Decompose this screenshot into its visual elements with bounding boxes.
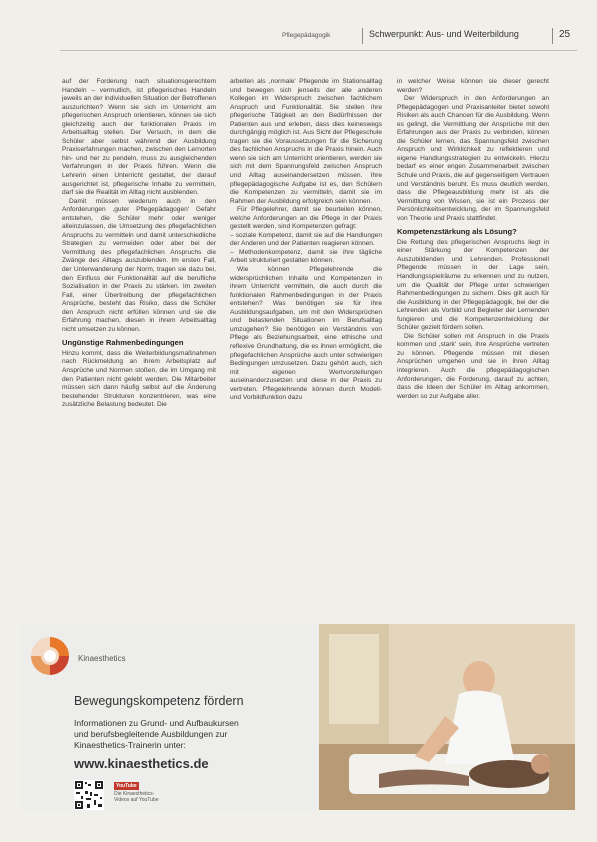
info-line: Kinaesthetics-Trainerin unter: — [74, 740, 186, 750]
header-divider-right — [552, 28, 553, 44]
header-divider — [362, 28, 363, 44]
section-heading: Ungünstige Rahmenbedingungen — [62, 338, 184, 348]
caption-line: Die Kinaesthetics- — [114, 791, 155, 797]
paragraph: in welcher Weise können sie dieser gerecht werden? — [397, 78, 549, 94]
list-item: – soziale Kompetenz, damit sie auf die Handlungen der Anderen und der Patienten reagieren können. — [230, 231, 382, 248]
ad-info — [74, 718, 314, 751]
text-column-2 — [230, 78, 382, 618]
paragraph: Der Widerspruch in den Anforderungen an Pflegepädagogen und Praxisanleiter bietet sowohl Risiken als auch Chancen für die Ausbildung. Wenn es gelingt, die Vermittlung der Ansprüche mit den Erfahrungen aus der Praxis zu verbinden, können die Schüler lernen, das Spannungsfeld zwischen Anspruch und Wirklichkeit zu reflektieren und eigene Handlungsstrategien zu entwickeln. Hierzu bedarf es einer engen Zusammenarbeit zwischen Schule und Praxis, die auf gegenseitigem Vertrauen und Verständnis beruht. Es muss deutlich werden, dass die Pflegeausbildung mehr ist als die Vermittlung von Wissen, sie ist ein Prozess der Persönlichkeitsentwicklung, der im Spannungsfeld von Theorie und Praxis stattfindet. — [397, 95, 549, 222]
paragraph: arbeiten als ,normale' Pflegende im Stationsalltag und bewegen sich jenseits der alle anderen Kollegen im Widerspruch zwischen fachlichem Anspruch und Funktionalität. Sie stellen ihre pflegerische Tätigkeit an den Bedürfnissen der Patienten aus und erleben, dass dies keineswegs durchgängig möglich ist. Aus Sicht der Pflegeschule tragen sie die Voraussetzungen für die Sicherung des fachlichen Anspruchs in die Praxis hinein. Auch wenn sie sich am Unterricht orientieren, werden sie sich mit dem Spannungsfeld zwischen Anspruch und Alltag auseinandersetzen müssen. Ihre pflegepädagogische Aufgabe ist es, den Schülern die Kompetenzen zu vermitteln, damit sie im Rahmen der Ausbildung erfolgreich sein können. — [230, 78, 382, 205]
nursing-photo — [319, 624, 575, 810]
qr-code-icon[interactable] — [74, 780, 104, 810]
paragraph: Wie können Pflegelehrende die widersprüchlichen Inhalte und Kompetenzen in ihrem Unterricht vermitteln, die auch durch die funktionalen Rahmenbedingungen in der Praxis entstehen? Was benötigen sie für ihre Ausbildungsaufgaben, um mit den Widersprüchen und belastenden Situationen im Berufsalltag umzugehen? Sie benötigen ein Verständnis von Pflege als Beziehungsarbeit, eine ethische und reflexive Grundhaltung, die es ihnen ermöglicht, die pflegefachlichen Ansprüche auch unter schwierigen Bedingungen umzusetzen. Dazu gehört auch, sich mit eigenen Wertvorstellungen auseinanderzusetzen und diese in der Praxis zu vertreten. Pflegelehrende können durch Modell- und Vorbildfunktion dazu — [230, 266, 382, 402]
section-heading: Kompetenzstärkung als Lösung? — [397, 227, 517, 237]
text-column-1 — [62, 78, 216, 618]
info-line: Informationen zu Grund- und Aufbaukursen — [74, 718, 239, 728]
caregiver-patient-illustration — [319, 624, 575, 810]
brand-name: Kinaesthetics — [78, 654, 126, 663]
section-label: Pflegepädagogik — [282, 32, 331, 39]
youtube-badge[interactable]: YouTube — [116, 783, 137, 789]
youtube-caption — [114, 791, 204, 803]
caption-line: Videos auf YouTube — [114, 797, 159, 803]
paragraph: Hinzu kommt, dass die Weiterbildungsmaßnahmen nach Rückmeldung an ihrem Arbeitsplatz auf Ansprüche und Normen stoßen, die im Umgang mit den Patienten nicht gelebt werden. Die Mitarbeiter müssen sich dann häufig selbst auf die Änderung bestehender Strukturen konzentrieren, was eine zusätzliche Belastung bedeutet. Die — [62, 349, 216, 409]
info-line: und berufsbegleitende Ausbildungen zur — [74, 729, 228, 739]
topic-title: Schwerpunkt: Aus- und Weiterbildung — [369, 29, 519, 39]
paragraph: Die Rettung des pflegerischen Anspruchs liegt in einer Stärkung der Kompetenzen der Auszubildenden und Lehrenden. Professionell Pflegende müssen in der Lage sein, Handlungsspielräume zu erkennen und zu nutzen, um die Qualität der Pflege unter schwierigen Rahmenbedingungen zu sichern. Dies gilt auch für die Ausbildung in der Pflegepädagogik, bei der die Lehrenden als Vorbild und Begleiter der Lernenden fungieren und die Kompetenzentwicklung der Schüler gezielt fördern sollen. — [397, 238, 549, 332]
advertisement[interactable] — [22, 624, 575, 810]
paragraph: Damit müssen wiederum auch in den Anforderungen ,guter Pflegepädagogen' Gefahr entstehen, die Schüler mehr oder weniger alleinzulassen, die Umsetzung des pflegefachlichen Anspruchs zu vermitteln und damit unterschiedliche Strategien zu vermeiden oder aber bei der Vermittlung des pflegefachlichen Anspruchs die Zwänge des Alltags auszublenden. Im ersten Fall, der Unterwanderung der Norm, tragen sie dazu bei, den Einfluss der Funktionalität auf die berufliche Sozialisation in der Praxis zu stärken. Im zweiten Fall, einer Übertreibung der pflegefachlichen Ansprüche, besteht das Risiko, dass die Schüler den Anspruch nicht erfüllen können und sie die Erfahrung machen, diesen in ihrem Arbeitsalltag nicht umsetzen zu können. — [62, 197, 216, 333]
header-rule — [60, 50, 577, 51]
page-header — [0, 26, 597, 48]
kinaesthetics-logo-icon — [26, 632, 74, 680]
ad-headline: Bewegungskompetenz fördern — [74, 694, 244, 708]
ad-website-link[interactable]: www.kinaesthetics.de — [74, 756, 209, 771]
page-number: 25 — [559, 29, 571, 40]
list-item: – Methodenkompetenz, damit sie ihre tägliche Arbeit strukturiert gestalten können. — [230, 248, 382, 265]
text-column-3 — [397, 78, 549, 618]
paragraph: Für Pflegelehrer, damit sie beurteilen können, welche Anforderungen an die Pflege in der Praxis gestellt werden, sind Kompetenzen gefragt: — [230, 206, 382, 231]
paragraph: Die Schüler sollen mit Anspruch in die Praxis kommen und ,stark' sein, ihre Ansprüche vertreten zu können. Pflegende müssen mit diesen Ansprüchen umgehen und sie in ihren Alltag integrieren. Auch die pflegepädagogischen Anforderungen, die Forderung, darauf zu achten, dass die Ideen der Schüler im Alltag ankommen, werden so zur Aufgabe aller. — [397, 332, 549, 400]
paragraph: auf der Forderung nach situationsgerechtem Handeln – vermutlich, ist pflegerisches Handeln jeweils an der individuellen Situation der Betroffenen auszurichten? Wenn sie sich im Unterricht am pflegerischen Anspruch orientieren, können sie sich gleichzeitig auch der funktionalen Praxis im Arbeitsalltag stellen. Der Versuch, in dem die Schüler aber selbst während der Ausbildung Praxiserfahrungen machen, zwischen den Lernorten hin- und her zu pendeln, muss zu ausgleichenden Verfahrungen in der Praxis führen. Wenn die Lehrerin einen Unterricht gestaltet, der darauf ausgerichtet ist, pflegerische Inhalte zu vermitteln, darf sie die Realität im Alltag nicht ausblenden. — [62, 78, 216, 197]
